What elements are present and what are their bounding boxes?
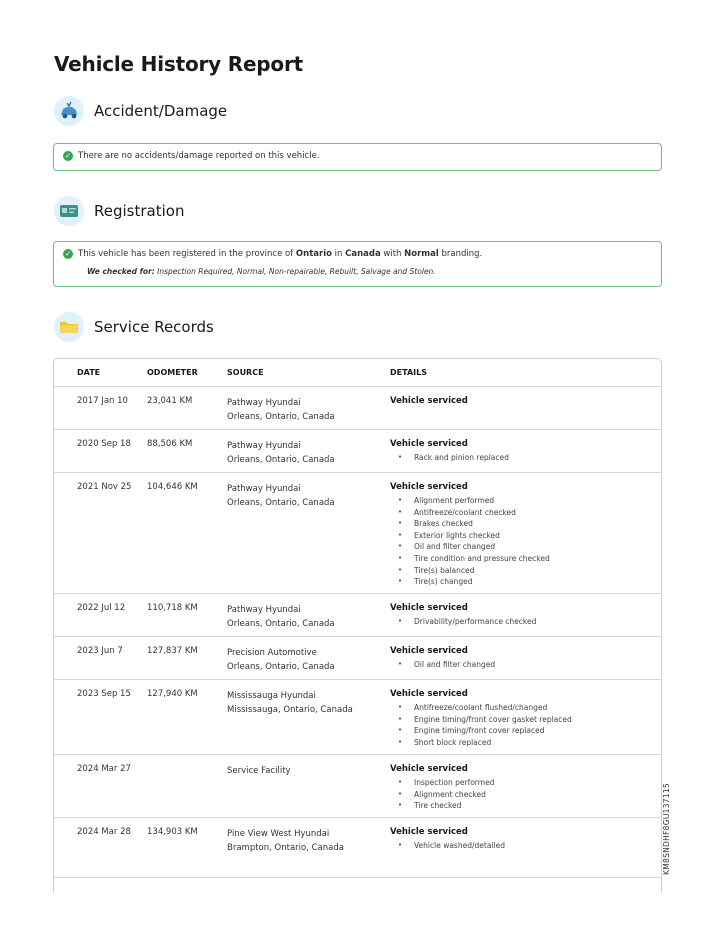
detail-item: • Engine timing/front cover replaced bbox=[390, 725, 661, 737]
row-date: 2024 Mar 27 bbox=[77, 764, 131, 774]
col-details: DETAILS bbox=[390, 368, 427, 377]
detail-item: • Antifreeze/coolant flushed/changed bbox=[390, 702, 661, 714]
accident-message: There are no accidents/damage reported on this vehicle. bbox=[78, 151, 320, 161]
source-name: Pathway Hyundai bbox=[227, 441, 301, 451]
source-name: Precision Automotive bbox=[227, 648, 317, 658]
row-source bbox=[227, 387, 390, 429]
row-odometer: 134,903 KM bbox=[147, 827, 198, 837]
detail-item: • Vehicle washed/detailed bbox=[390, 840, 661, 852]
source-location: Orleans, Ontario, Canada bbox=[227, 455, 335, 465]
accident-notice bbox=[53, 143, 662, 171]
detail-item: • Tire checked bbox=[390, 800, 661, 812]
detail-item: • Rack and pinion replaced bbox=[390, 452, 661, 464]
row-odometer: 88,506 KM bbox=[147, 439, 193, 449]
detail-title: Vehicle serviced bbox=[390, 689, 468, 699]
detail-title: Vehicle serviced bbox=[390, 646, 468, 656]
row-source bbox=[227, 473, 390, 593]
service-records-table bbox=[53, 358, 662, 893]
row-details bbox=[390, 755, 661, 817]
registration-heading: Registration bbox=[94, 202, 185, 220]
detail-item: • Brakes checked bbox=[390, 518, 661, 530]
source-name: Pathway Hyundai bbox=[227, 605, 301, 615]
table-row bbox=[54, 755, 661, 818]
row-details bbox=[390, 430, 661, 472]
registration-section-header bbox=[54, 196, 184, 226]
row-details bbox=[390, 818, 661, 877]
source-location: Orleans, Ontario, Canada bbox=[227, 662, 335, 672]
detail-item: • Short block replaced bbox=[390, 737, 661, 749]
detail-title: Vehicle serviced bbox=[390, 439, 468, 449]
country: Canada bbox=[345, 249, 381, 259]
row-source bbox=[227, 818, 390, 877]
detail-title: Vehicle serviced bbox=[390, 827, 468, 837]
folder-icon bbox=[54, 312, 84, 342]
row-source bbox=[227, 680, 390, 754]
source-name: Pathway Hyundai bbox=[227, 398, 301, 408]
branding: Normal bbox=[404, 249, 439, 259]
row-odometer: 104,646 KM bbox=[147, 482, 198, 492]
detail-item: • Oil and filter changed bbox=[390, 541, 661, 553]
source-location: Brampton, Ontario, Canada bbox=[227, 843, 344, 853]
table-row bbox=[54, 818, 661, 878]
accident-section-header bbox=[54, 96, 227, 126]
accident-heading: Accident/Damage bbox=[94, 102, 228, 120]
checked-for-text: We checked for: Inspection Required, Normal, Non-repairable, Rebuilt, Salvage and Stolen. bbox=[87, 267, 436, 276]
col-source: SOURCE bbox=[227, 367, 264, 377]
table-row bbox=[54, 430, 661, 473]
check-icon: ✓ bbox=[63, 151, 73, 161]
row-details bbox=[390, 637, 661, 679]
row-odometer: 110,718 KM bbox=[147, 603, 198, 613]
row-date: 2024 Mar 28 bbox=[77, 827, 131, 837]
registration-card-icon bbox=[54, 196, 84, 226]
detail-item: • Tire(s) changed bbox=[390, 576, 661, 588]
row-date: 2017 Jan 10 bbox=[77, 396, 128, 406]
row-source bbox=[227, 637, 390, 679]
detail-item: • Engine timing/front cover gasket replaced bbox=[390, 714, 661, 726]
detail-item: • Inspection performed bbox=[390, 777, 661, 789]
detail-item: • Tire condition and pressure checked bbox=[390, 553, 661, 565]
table-row bbox=[54, 594, 661, 637]
detail-title: Vehicle serviced bbox=[390, 396, 468, 406]
table-row bbox=[54, 387, 661, 430]
row-details bbox=[390, 473, 661, 593]
check-icon: ✓ bbox=[63, 249, 73, 259]
row-source bbox=[227, 755, 390, 817]
row-date: 2020 Sep 18 bbox=[77, 439, 131, 449]
row-details bbox=[390, 387, 661, 429]
source-location: Mississauga, Ontario, Canada bbox=[227, 705, 353, 715]
car-damage-icon bbox=[54, 96, 84, 126]
detail-title: Vehicle serviced bbox=[390, 764, 468, 774]
detail-title: Vehicle serviced bbox=[390, 603, 468, 613]
service-heading: Service Records bbox=[94, 318, 214, 336]
row-details bbox=[390, 680, 661, 754]
vin-number: KM8SNDHF8GU137115 bbox=[662, 782, 671, 875]
row-date: 2023 Sep 15 bbox=[77, 689, 131, 699]
source-name: Pine View West Hyundai bbox=[227, 829, 330, 839]
row-odometer: 127,940 KM bbox=[147, 689, 198, 699]
detail-title: Vehicle serviced bbox=[390, 482, 468, 492]
source-name: Mississauga Hyundai bbox=[227, 691, 316, 701]
detail-item: • Drivability/performance checked bbox=[390, 616, 661, 628]
table-header bbox=[54, 359, 661, 387]
detail-item: • Antifreeze/coolant checked bbox=[390, 507, 661, 519]
row-source bbox=[227, 594, 390, 636]
source-name: Service Facility bbox=[227, 766, 291, 776]
service-section-header bbox=[54, 312, 214, 342]
row-odometer: 127,837 KM bbox=[147, 646, 198, 656]
report-title: Vehicle History Report bbox=[54, 52, 303, 76]
row-date: 2021 Nov 25 bbox=[77, 482, 132, 492]
province: Ontario bbox=[295, 249, 332, 259]
row-date: 2022 Jul 12 bbox=[77, 603, 126, 613]
table-row bbox=[54, 637, 661, 680]
source-location: Orleans, Ontario, Canada bbox=[227, 498, 335, 508]
detail-item: • Alignment performed bbox=[390, 495, 661, 507]
registration-notice bbox=[53, 241, 662, 287]
col-odometer: ODOMETER bbox=[147, 368, 198, 377]
table-row bbox=[54, 473, 661, 594]
detail-item: • Exterior lights checked bbox=[390, 530, 661, 542]
detail-item: • Alignment checked bbox=[390, 789, 661, 801]
table-row bbox=[54, 680, 661, 755]
source-location: Orleans, Ontario, Canada bbox=[227, 619, 335, 629]
row-date: 2023 Jun 7 bbox=[77, 646, 123, 656]
registration-message: This vehicle has been registered in the province of Ontario in Canada with Normal branding. bbox=[78, 249, 483, 259]
row-source bbox=[227, 430, 390, 472]
row-odometer bbox=[147, 755, 227, 817]
source-name: Pathway Hyundai bbox=[227, 484, 301, 494]
col-date: DATE bbox=[77, 368, 101, 377]
source-location: Orleans, Ontario, Canada bbox=[227, 412, 335, 422]
row-odometer: 23,041 KM bbox=[147, 396, 193, 406]
row-details bbox=[390, 594, 661, 636]
detail-item: • Tire(s) balanced bbox=[390, 565, 661, 577]
detail-item: • Oil and filter changed bbox=[390, 659, 661, 671]
